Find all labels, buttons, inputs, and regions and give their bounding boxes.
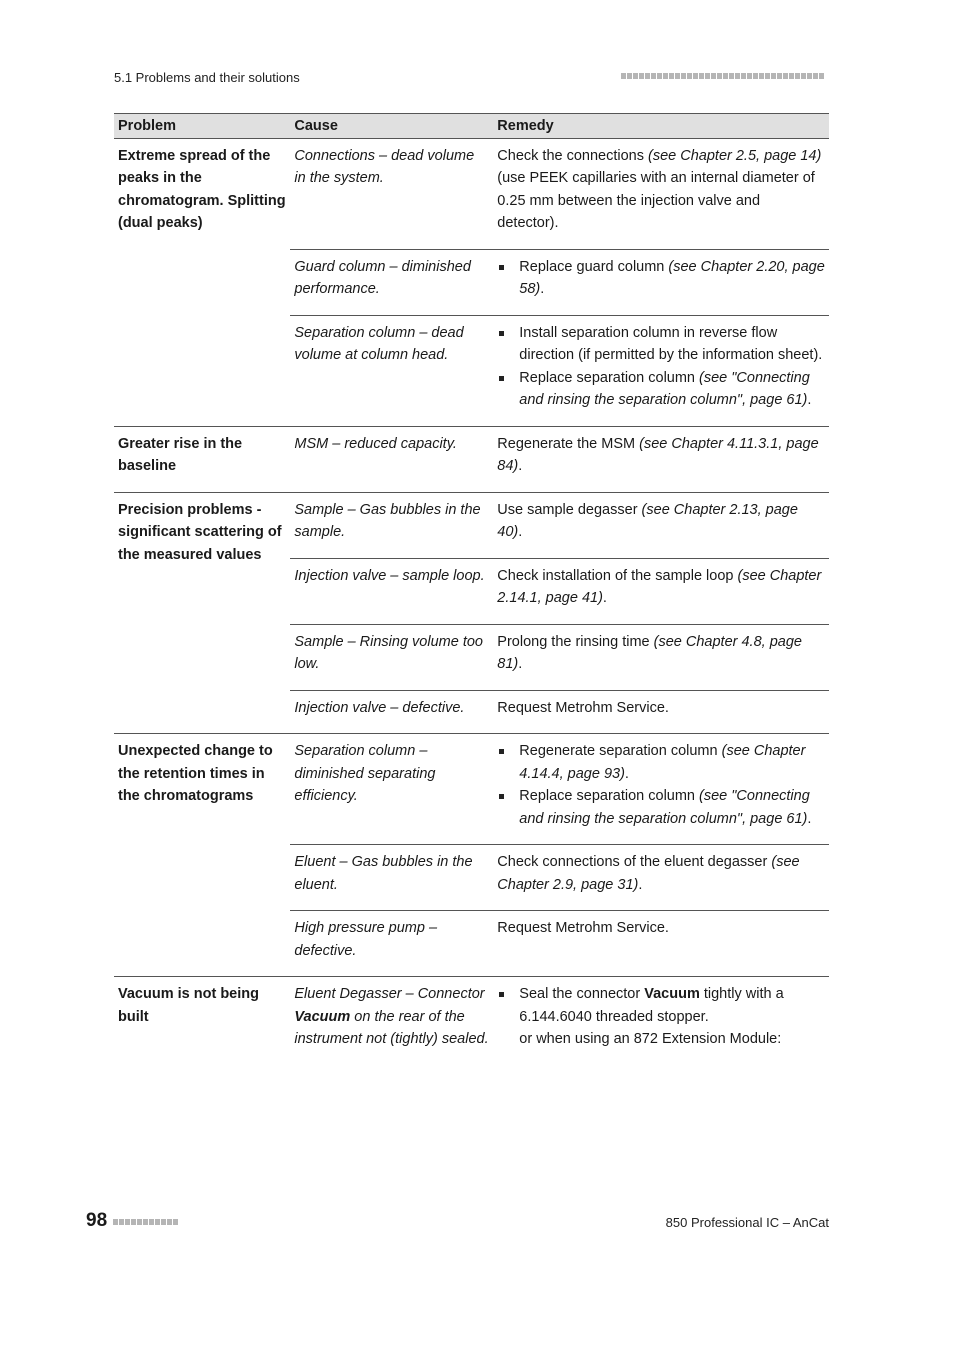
page-number: 98 (86, 1210, 108, 1231)
cause-cell: Injection valve – sample loop. (290, 558, 493, 624)
remedy-text: Regenerate separation column (519, 743, 722, 759)
remedy-cell (493, 977, 829, 1065)
remedy-cell (493, 138, 829, 249)
remedy-text: Check connections of the eluent degasser (497, 854, 772, 870)
problem-cell: Unexpected change to the retention times in the chromatograms (114, 734, 290, 977)
remedy-cell (493, 845, 829, 911)
table-row (114, 426, 829, 492)
list-item (497, 785, 825, 830)
remedy-text: Replace guard column (519, 258, 669, 275)
list-item (497, 256, 825, 301)
remedy-text: Request Metrohm Service. (497, 920, 669, 936)
remedy-bullet-list (497, 256, 825, 301)
cause-cell: Guard column – diminished performance. (290, 249, 493, 315)
remedy-text: Regenerate the MSM (497, 435, 640, 452)
troubleshooting-table (114, 113, 829, 1065)
running-header-section: 5.1 Problems and their solutions (114, 70, 300, 85)
list-item (497, 322, 825, 367)
table-row (114, 138, 829, 249)
remedy-text: Prolong the rinsing time (497, 633, 654, 650)
remedy-bullet-list (497, 983, 825, 1051)
remedy-cell (493, 426, 829, 492)
table-header-row (114, 114, 829, 139)
remedy-text: . (518, 458, 523, 474)
cause-cell: Injection valve – defective. (290, 690, 493, 734)
remedy-text: . (807, 810, 812, 827)
remedy-text: Check installation of the sample loop (497, 567, 738, 584)
table-row (114, 492, 829, 558)
connector-name: Vacuum (294, 1008, 351, 1025)
cross-reference: (see Chapter 2.9, page 31) (497, 854, 800, 893)
cross-reference: (see "Connecting and rinsing the separation column", page 61) (519, 788, 810, 827)
cross-reference: (see Chapter 2.14.1, page 41) (497, 567, 822, 606)
remedy-cell (493, 690, 829, 734)
problem-cell: Greater rise in the baseline (114, 426, 290, 492)
remedy-text: or when using an 872 Extension Module: (519, 1031, 782, 1047)
footer-product-name: 850 Professional IC – AnCat (665, 1215, 829, 1230)
list-item (497, 740, 825, 785)
cross-reference: (see Chapter 4.8, page 81) (497, 633, 802, 672)
remedy-cell (493, 249, 829, 315)
cross-reference: (see Chapter 4.11.3.1, page 84) (497, 435, 819, 474)
cause-cell: Connections – dead volume in the system. (294, 147, 475, 186)
remedy-cell (493, 492, 829, 558)
remedy-text: . (518, 656, 523, 672)
cross-reference: (see "Connecting and rinsing the separation column", page 61) (519, 369, 810, 408)
problem-cell: Precision problems - significant scattering of the measured values (114, 492, 290, 734)
remedy-text: . (518, 524, 523, 540)
cross-reference: (see Chapter 2.20, page 58) (519, 258, 825, 297)
problem-cell: Vacuum is not being built (114, 977, 290, 1065)
remedy-text: . (638, 876, 643, 893)
remedy-text: . (540, 281, 545, 297)
cause-text: Eluent Degasser – Connector (294, 986, 485, 1002)
table-row (114, 734, 829, 845)
list-item (497, 983, 825, 1051)
remedy-cell (493, 558, 829, 624)
cause-cell: High pressure pump – defective. (290, 911, 493, 977)
cause-cell: Separation column – dead volume at column head. (290, 315, 493, 426)
remedy-bullet-list (497, 740, 825, 830)
remedy-text: Request Metrohm Service. (497, 699, 669, 716)
column-header-cause: Cause (290, 114, 493, 139)
column-header-remedy: Remedy (493, 114, 829, 139)
header-decorative-dots (621, 73, 824, 79)
remedy-text: tightly with a 6.144.6040 threaded stopper. (519, 986, 784, 1025)
connector-name: Vacuum (644, 986, 700, 1002)
problem-cell: Extreme spread of the peaks in the chromatogram. Splitting (dual peaks) (118, 147, 286, 231)
remedy-text: Seal the connector (519, 986, 645, 1002)
remedy-bullet-list (497, 322, 825, 412)
column-header-problem: Problem (114, 114, 290, 139)
footer-decorative-dots (113, 1219, 178, 1225)
table-row (114, 977, 829, 1065)
cause-text: on the rear of the instrument not (tightly) sealed. (294, 1008, 489, 1047)
remedy-text: . (624, 765, 629, 782)
remedy-text: Install separation column in reverse flow direction (if permitted by the information sheet). (519, 324, 823, 363)
remedy-text: . (602, 590, 607, 606)
remedy-text: Use sample degasser (497, 501, 642, 518)
cross-reference: (see Chapter 4.14.4, page 93) (519, 743, 806, 782)
cross-reference: (see Chapter 2.5, page 14) (648, 147, 822, 164)
remedy-cell (493, 624, 829, 690)
cause-cell: Separation column – diminished separating efficiency. (290, 734, 493, 845)
remedy-text: (use PEEK capillaries with an internal diameter of 0.25 mm between the injection valve and detector). (497, 170, 815, 231)
remedy-text: . (807, 392, 812, 408)
cause-cell: Sample – Gas bubbles in the sample. (290, 492, 493, 558)
cross-reference: (see Chapter 2.13, page 40) (497, 501, 798, 540)
remedy-cell (493, 911, 829, 977)
cause-cell (290, 977, 493, 1065)
remedy-cell (493, 315, 829, 426)
remedy-text: Replace separation column (519, 788, 700, 804)
remedy-text: Replace separation column (519, 369, 700, 386)
remedy-text: Check the connections (497, 147, 649, 164)
cause-cell: MSM – reduced capacity. (290, 426, 493, 492)
remedy-cell (493, 734, 829, 845)
cause-cell: Eluent – Gas bubbles in the eluent. (290, 845, 493, 911)
list-item (497, 367, 825, 412)
cause-cell: Sample – Rinsing volume too low. (290, 624, 493, 690)
